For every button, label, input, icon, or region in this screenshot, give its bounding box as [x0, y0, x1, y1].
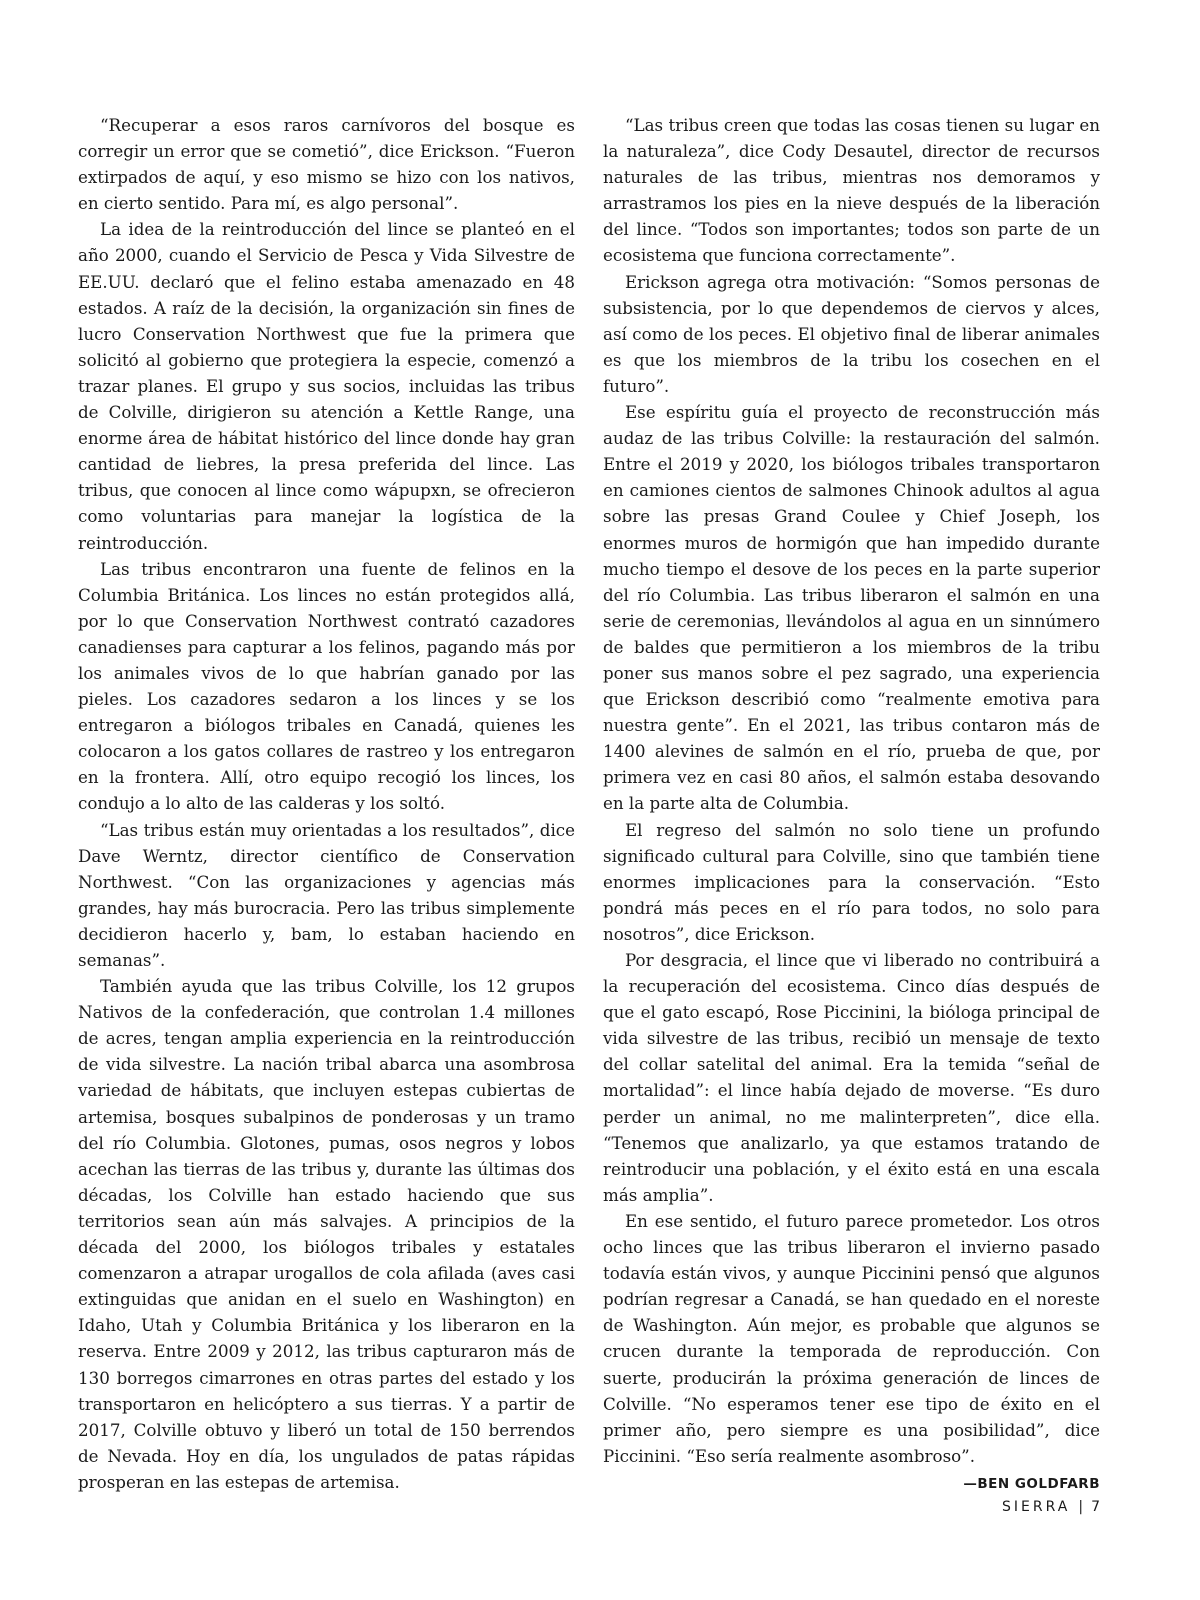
text-column-left [78, 112, 575, 1497]
paragraph: También ayuda que las tribus Colville, los 12 grupos Nativos de la confederación, que controlan 1.4 millones de acres, tengan amplia experiencia en la reintroducción de vida silvestre. La nación tribal abarca una asombrosa variedad de hábitats, que incluyen estepas cubiertas de artemisa, bosques subalpinos de ponderosas y un tramo del río Columbia. Glotones, pumas, osos negros y lobos acechan las tierras de las tribus y, durante las últimas dos décadas, los Colville han estado haciendo que sus territorios sean aún más salvajes. A principios de la década del 2000, los biólogos tribales y estatales comenzaron a atrapar urogallos de cola afilada (aves casi extinguidas que anidan en el suelo en Washington) en Idaho, Utah y Columbia Británica y los liberaron en la reserva. Entre 2009 y 2012, las tribus capturaron más de 130 borregos cimarrones en otras partes del estado y los transportaron en helicóptero a sus tierras. Y a partir de 2017, Colville obtuvo y liberó un total de 150 berrendos de Nevada. Hoy en día, los ungulados de patas rápidas prosperan en las estepas de artemisa. [78, 976, 575, 1492]
footer-separator: | [1078, 1499, 1084, 1515]
text-column-right [603, 112, 1100, 1497]
paragraph: Por desgracia, el lince que vi liberado no contribuirá a la recuperación del ecosistema. Cinco días después de que el gato escapó, Rose Piccinini, la bióloga principal de vida silvestre de las tribus, recibió un mensaje de texto del collar satelital del animal. Era la temida “señal de mortalidad”: el lince había dejado de moverse. “Es duro perder un animal, no me malinterpreten”, dice ella. “Tenemos que analizarlo, ya que estamos tratando de reintroducir una población, y el éxito está en una escala más amplia”. [603, 950, 1100, 1205]
paragraph: En ese sentido, el futuro parece prometedor. Los otros ocho linces que las tribus liberaron el invierno pasado todavía están vivos, y aunque Piccinini pensó que algunos podrían regresar a Canadá, se han quedado en el noreste de Washington. Aún mejor, es probable que algunos se crucen durante la temporada de reproducción. Con suerte, producirán la próxima generación de linces de Colville. “No esperamos tener ese tipo de éxito en el primer año, pero siempre es una posibilidad”, dice Piccinini. “Eso sería realmente asombroso”. [603, 1210, 1100, 1466]
paragraph: Erickson agrega otra motivación: “Somos personas de subsistencia, por lo que dependemos de ciervos y alces, así como de los peces. El objetivo final de liberar animales es que los miembros de la tribu los cosechen en el futuro”. [603, 271, 1100, 396]
page-footer [1002, 1499, 1100, 1515]
paragraph: La idea de la reintroducción del lince se planteó en el año 2000, cuando el Servicio de Pesca y Vida Silvestre de EE.UU. declaró que el felino estaba amenazado en 48 estados. A raíz de la decisión, la organización sin fines de lucro Conservation Northwest que fue la primera que solicitó al gobierno que protegiera la especie, comenzó a trazar planes. El grupo y sus socios, incluidas las tribus de Colville, dirigieron su atención a Kettle Range, una enorme área de hábitat histórico del lince donde hay gran cantidad de liebres, la presa preferida del lince. Las tribus, que conocen al lince como wápupxn, se ofrecieron como voluntarias para manejar la logística de la reintroducción. [78, 219, 575, 553]
paragraph: “Las tribus creen que todas las cosas tienen su lugar en la naturaleza”, dice Cody Desautel, director de recursos naturales de las tribus, mientras nos demoramos y arrastramos los pies en la nieve después de la liberación del lince. “Todos son importantes; todos son parte de un ecosistema que funciona correctamente”. [603, 115, 1100, 266]
paragraph: Las tribus encontraron una fuente de felinos en la Columbia Británica. Los linces no están protegidos allá, por lo que Conservation Northwest contrató cazadores canadienses para capturar a los felinos, pagando más por los animales vivos de lo que habrían ganado por las pieles. Los cazadores sedaron a los linces y se los entregaron a biólogos tribales en Canadá, quienes les colocaron a los gatos collares de rastreo y los entregaron en la frontera. Allí, otro equipo recogió los linces, los condujo a lo alto de las calderas y los soltó. [78, 558, 575, 814]
paragraph: Ese espíritu guía el proyecto de reconstrucción más audaz de las tribus Colville: la restauración del salmón. Entre el 2019 y 2020, los biólogos tribales transportaron en camiones cientos de salmones Chinook adultos al agua sobre las presas Grand Coulee y Chief Joseph, los enormes muros de hormigón que han impedido durante mucho tiempo el desove de los peces en la parte superior del río Columbia. Las tribus liberaron el salmón en una serie de ceremonias, llevándolos al agua en un sinnúmero de baldes que permitieron a los miembros de la tribu poner sus manos sobre el pez sagrado, una experiencia que Erickson describió como “realmente emotiva para nuestra gente”. En el 2021, las tribus contaron más de 1400 alevines de salmón en el río, prueba de que, por primera vez en casi 80 años, el salmón estaba desovando en la parte alta de Columbia. [603, 402, 1100, 814]
paragraph: “Las tribus están muy orientadas a los resultados”, dice Dave Werntz, director científico de Conservation Northwest. “Con las organizaciones y agencias más grandes, hay más burocracia. Pero las tribus simplemente decidieron hacerlo y, bam, lo estaban haciendo en semanas”. [78, 819, 575, 970]
author-byline: —BEN GOLDFARB [963, 1475, 1100, 1492]
article-body [78, 112, 1100, 1497]
page-number: 7 [1091, 1499, 1100, 1515]
paragraph: “Recuperar a esos raros carnívoros del bosque es corregir un error que se cometió”, dice Erickson. “Fueron extirpados de aquí, y eso mismo se hizo con los nativos, en cierto sentido. Para mí, es algo personal”. [78, 115, 575, 214]
magazine-name: SIERRA [1002, 1499, 1071, 1515]
paragraph: El regreso del salmón no solo tiene un profundo significado cultural para Colville, sino que también tiene enormes implicaciones para la conservación. “Esto pondrá más peces en el río para todos, no solo para nosotros”, dice Erickson. [603, 819, 1100, 944]
